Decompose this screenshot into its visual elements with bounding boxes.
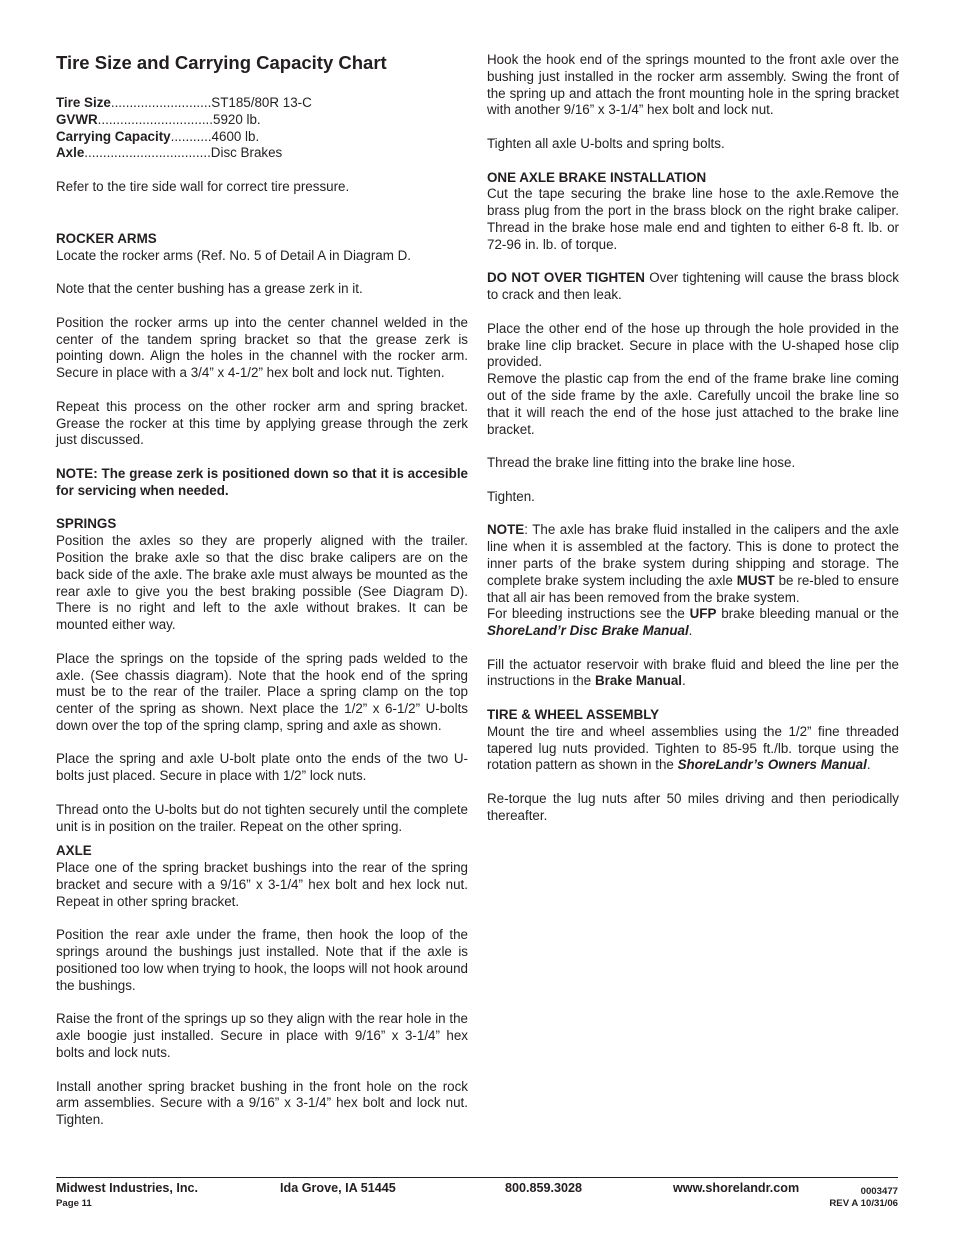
footer-row-main	[56, 1181, 898, 1196]
spec-value: 4600 lb.	[211, 128, 260, 144]
rocker-arms-section	[56, 231, 468, 265]
paragraph: Thread the brake line fitting into the brake line hose.	[487, 455, 796, 471]
disc-brake-manual-title: ShoreLand’r Disc Brake Manual	[487, 623, 689, 639]
paragraph: Position the rocker arms up into the center channel welded in the center of the tandem spring bracket so that the grease zerk is pointing down. Align the holes in the channel with the rocker arm. Secure in place with a 3/4” x 4-1/2” hex bolt and lock nut. Tighten.	[56, 314, 468, 381]
axle-heading: AXLE	[56, 843, 92, 859]
paragraph: Tighten all axle U-bolts and spring bolts.	[487, 135, 725, 151]
brake-installation-heading: ONE AXLE BRAKE INSTALLATION	[487, 169, 707, 185]
paragraph: Thread onto the U-bolts but do not tighten securely until the complete unit is in position on the trailer. Repeat on the other spring.	[56, 801, 468, 834]
spec-row-gvwr	[56, 112, 468, 129]
spec-value: Disc Brakes	[210, 145, 283, 161]
footer-phone: 800.859.3028	[505, 1181, 583, 1195]
punctuation: .	[682, 673, 686, 689]
spec-dots: ...........	[170, 128, 212, 144]
over-tighten-warning	[487, 270, 899, 304]
spec-row-tire-size	[56, 95, 468, 112]
note-label: NOTE	[487, 522, 525, 538]
spec-key: GVWR	[56, 111, 98, 127]
paragraph: Re-torque the lug nuts after 50 miles driving and then periodically thereafter.	[487, 791, 899, 823]
paragraph: Remove the plastic cap from the end of the frame brake line coming out of the side frame by the axle. Carefully uncoil the brake line so that it will reach the end of the hose just attached to the brake line bracket.	[487, 371, 899, 437]
punctuation: .	[688, 623, 693, 639]
warning-text: Over tightening will cause the brass block to crack and then leak.	[487, 270, 899, 303]
ufp-emphasis: UFP	[689, 606, 717, 622]
spec-dots: ..................................	[84, 145, 211, 161]
grease-zerk-note: NOTE: The grease zerk is positioned down so that it is accesible for servicing when needed.	[56, 465, 468, 498]
rocker-arms-heading: ROCKER ARMS	[56, 230, 157, 246]
paragraph: Tighten.	[487, 488, 535, 504]
rocker-arms-text: Locate the rocker arms (Ref. No. 5 of Detail A in Diagram D.	[56, 247, 411, 263]
paragraph: Raise the front of the springs up so they align with the rear hole in the axle boogie just installed. Secure in place with 9/16” x 3-1/4” hex bolts and lock nuts.	[56, 1011, 468, 1061]
brake-installation-text: Cut the tape securing the brake line hose to the axle.Remove the brass plug from the port in the brass block on the right brake caliper. Thread in the brake hose male end and tighten to either 6-8 ft. lb. or 72-96 in. lb. of torque.	[487, 186, 899, 252]
spec-key: Carrying Capacity	[56, 128, 171, 144]
paragraph: Place the other end of the hose up through the hole provided in the brake line clip bracket. Secure in place with the U-shaped hose clip provided.	[487, 320, 899, 370]
note-text: be re-bled to ensure that all air has been removed from the brake system.	[487, 572, 899, 605]
paragraph: Note that the center bushing has a grease zerk in it.	[56, 281, 363, 297]
paragraph: Install another spring bracket bushing in the front hole on the rock arm assemblies. Secure with a 9/16” x 3-1/4” hex bolt and lock nut. Tighten.	[56, 1078, 468, 1128]
tire-wheel-text: Mount the tire and wheel assemblies using the 1/2” fine threaded tapered lug nuts provided. Tighten to 85-95 ft./lb. torque using the rotation pattern as shown in the	[487, 723, 899, 773]
footer-city: Ida Grove, IA 51445	[280, 1181, 396, 1195]
brake-installation-section	[487, 170, 899, 254]
brake-manual-title: Brake Manual	[594, 673, 683, 689]
springs-heading: SPRINGS	[56, 516, 117, 532]
fill-reservoir-paragraph	[487, 657, 899, 691]
paragraph: Hook the hook end of the springs mounted to the front axle over the bushing just installed in the rocker arm assembly. Swing the front of the spring up and attach the front mounting hole in the spring bracket with another 9/16” x 3-1/4” hex bolt and lock nut.	[487, 52, 899, 118]
owners-manual-title: ShoreLandr’s Owners Manual	[677, 757, 867, 773]
bleeding-instructions	[487, 606, 899, 640]
tire-wheel-heading: TIRE & WHEEL ASSEMBLY	[487, 707, 660, 723]
tire-wheel-section	[487, 707, 899, 774]
paragraph: Position the rear axle under the frame, then hook the loop of the springs around the bushings just installed. Note that if the axle is positioned too low when trying to hook, the loops will not hook around the bushings.	[56, 927, 468, 993]
page-title: Tire Size and Carrying Capacity Chart	[56, 52, 387, 73]
footer-page-number: Page 11	[56, 1198, 92, 1209]
footer-row-secondary	[56, 1196, 898, 1211]
axle-section	[56, 843, 468, 910]
spec-row-carrying-capacity	[56, 129, 468, 146]
page-footer	[56, 1177, 898, 1211]
spec-key: Tire Size	[56, 95, 111, 110]
brake-fluid-note	[487, 522, 899, 606]
spec-value: 5920 lb.	[213, 111, 261, 127]
paragraph: Place the springs on the topside of the spring pads welded to the axle. (See chassis diagram). Note that the hook end of the spring must be to the rear of the trailer. Place a spring clamp on the top center of the spring as shown. Next place the 1/2” x 6-1/2” U-bolts down over the top of the spring clamp, spring and axle as shown.	[56, 650, 468, 733]
note-text: : The axle has brake fluid installed in the calipers and the axle line when it is assembled at the factory. This is done to protect the inner parts of the brake system during shipping and storage. The complete brake system including the axle	[487, 522, 899, 588]
footer-company: Midwest Industries, Inc.	[56, 1181, 199, 1195]
axle-text: Place one of the spring bracket bushings into the rear of the spring bracket and secure with a 9/16” x 3-1/4” hex bolt and hex lock nut. Repeat in other spring bracket.	[56, 860, 468, 909]
punctuation: .	[866, 757, 871, 773]
spec-dots: ...........................	[110, 95, 212, 110]
springs-text: Position the axles so they are properly aligned with the trailer. Position the brake axle so that the disc brake calipers are on the back side of the axle. The brake axle must always be mounted as the rear axle to give you the best braking possible (See Diagram D). There is no right and left to the axle without brakes. It can be mounted either way.	[56, 533, 468, 633]
spec-row-axle	[56, 145, 468, 162]
footer-website: www.shorelandr.com	[673, 1181, 800, 1195]
footer-revision: REV A 10/31/06	[829, 1198, 898, 1209]
tire-pressure-note: Refer to the tire side wall for correct tire pressure.	[56, 178, 350, 194]
spec-value: ST185/80R 13-C	[211, 95, 312, 110]
paragraph: Place the spring and axle U-bolt plate onto the ends of the two U-bolts just placed. Secure in place with 1/2” lock nuts.	[56, 751, 468, 784]
bleeding-text: For bleeding instructions see the	[487, 606, 690, 622]
fill-text: Fill the actuator reservoir with brake fluid and bleed the line per the instructions in the	[487, 656, 899, 689]
spec-dots: ...............................	[97, 111, 213, 127]
bleeding-text: brake bleeding manual or the	[716, 606, 899, 622]
warning-label: DO NOT OVER TIGHTEN	[487, 270, 645, 286]
springs-section	[56, 516, 468, 634]
right-column	[487, 52, 899, 841]
paragraph: Repeat this process on the other rocker arm and spring bracket. Grease the rocker at this time by applying grease through the zerk just discussed.	[56, 398, 468, 448]
left-column	[56, 52, 468, 1146]
spec-key: Axle	[56, 145, 85, 161]
must-emphasis: MUST	[736, 572, 775, 588]
spec-table	[56, 95, 468, 162]
footer-doc-number: 0003477	[860, 1186, 898, 1197]
